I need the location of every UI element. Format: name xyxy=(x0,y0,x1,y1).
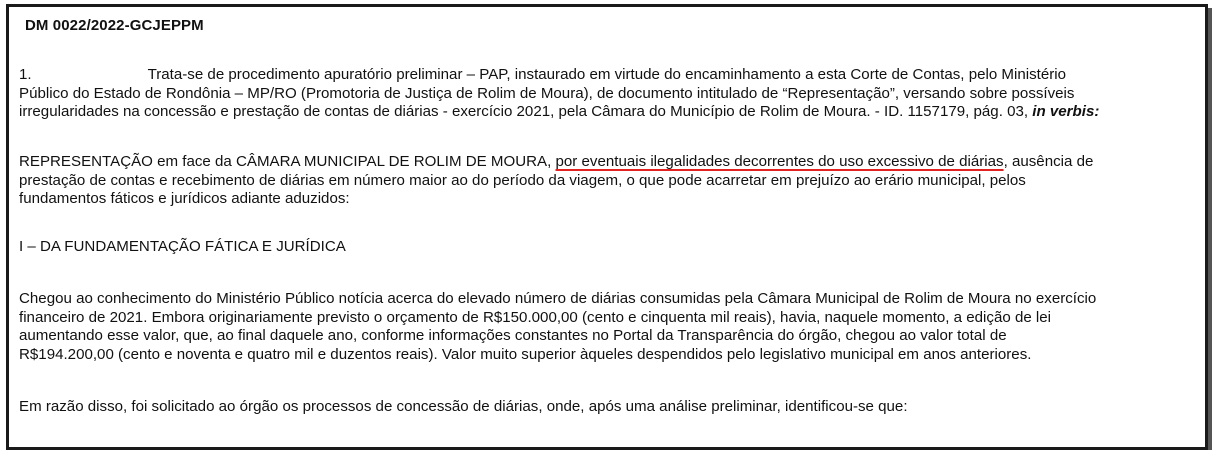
paragraph-1-line-2: Público do Estado de Rondônia – MP/RO (Promotoria de Justiça de Rolim de Moura), de documento intitulado de “Representação”, versando sobre possíveis xyxy=(19,84,1075,102)
paragraph-4 xyxy=(19,398,1203,417)
document-code: DM 0022/2022-GCJEPPM xyxy=(25,17,204,34)
paragraph-2-quote xyxy=(19,153,1203,209)
paragraph-2-line-1 xyxy=(19,153,1203,172)
paragraph-3-line-2: financeiro de 2021. Embora originariamente previsto o orçamento de R$150.000,00 (cento e cinquenta mil reais), havia, naquele momento, a edição de lei xyxy=(19,308,1052,326)
paragraph-1 xyxy=(19,66,1203,122)
paragraph-3-line-4: R$194.200,00 (cento e noventa e quatro mil e duzentos reais). Valor muito superior àqueles despendidos pelo legislativo municipal em anos anteriores. xyxy=(19,345,1032,363)
paragraph-number: 1. xyxy=(19,66,32,83)
highlighted-phrase: por eventuais ilegalidades decorrentes do uso excessivo de diárias xyxy=(555,153,1004,170)
paragraph-2-line-1-start: REPRESENTAÇÃO em face da CÂMARA MUNICIPAL DE ROLIM DE MOURA, xyxy=(19,153,552,170)
paragraph-3-line-1: Chegou ao conhecimento do Ministério Público notícia acerca do elevado número de diárias consumidas pela Câmara Municipal de Rolim de Moura no exercício xyxy=(19,290,1097,307)
paragraph-4-line-1: Em razão disso, foi solicitado ao órgão os processos de concessão de diárias, onde, após uma análise preliminar, identificou-se que: xyxy=(19,398,908,415)
section-heading: I – DA FUNDAMENTAÇÃO FÁTICA E JURÍDICA xyxy=(19,238,346,255)
paragraph-1-line-3 xyxy=(19,103,1203,122)
paragraph-3-line-3: aumentando esse valor, que, ao final daquele ano, conforme informações constantes no Portal da Transparência do órgão, chegou ao valor total de xyxy=(19,327,1007,345)
paragraph-2-line-2: prestação de contas e recebimento de diárias em número maior ao do período da viagem, o que pode acarretar em prejuízo ao erário municipal, pelos xyxy=(19,171,1026,189)
in-verbis-emphasis: in verbis: xyxy=(1032,103,1100,121)
paragraph-2-line-3: fundamentos fáticos e jurídicos adiante aduzidos: xyxy=(19,190,350,208)
paragraph-1-line-1-text: Trata-se de procedimento apuratório preliminar – PAP, instaurado em virtude do encaminhamento a esta Corte de Contas, pelo Ministério xyxy=(147,66,1067,83)
paragraph-1-line-3-text: irregularidades na concessão e prestação de contas de diárias - exercício 2021, pela Câmara do Município de Rolim de Moura. - ID. 1157179, pág. 03, xyxy=(19,103,1029,121)
paragraph-3 xyxy=(19,290,1203,364)
paragraph-2-line-1-end: , ausência de xyxy=(1003,153,1094,170)
paragraph-1-line-1 xyxy=(19,66,1203,85)
